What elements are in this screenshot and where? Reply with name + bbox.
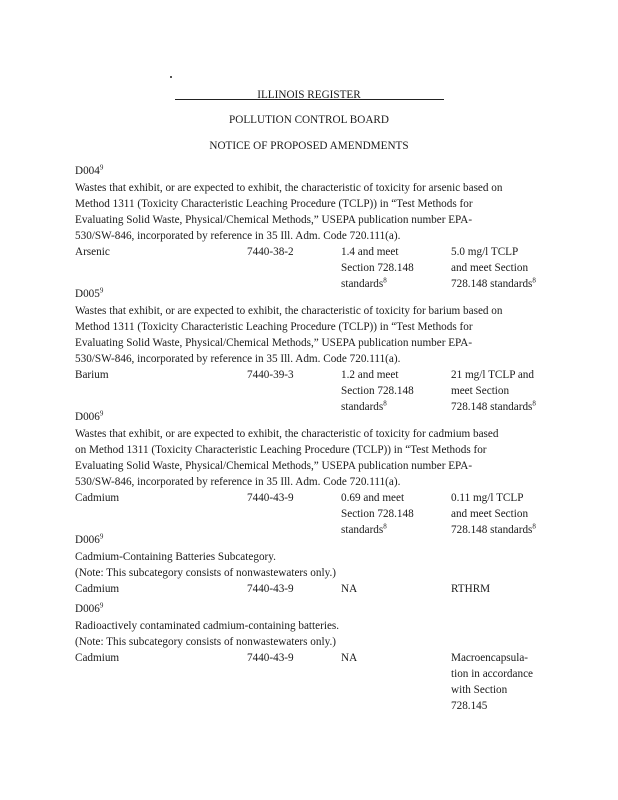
scan-speck [170, 76, 172, 78]
wastewater-standard [341, 506, 414, 522]
nonwastewater-standard [451, 650, 528, 666]
nonwastewater-standard [451, 244, 518, 260]
description-line: (Note: This subcategory consists of nonwastewaters only.) [75, 636, 336, 648]
description-line: Cadmium-Containing Batteries Subcategory. [75, 551, 276, 563]
footnote-marker: 9 [99, 409, 104, 418]
standards-row-line [75, 698, 555, 714]
footnote-marker: 8 [532, 522, 536, 531]
waste-code-number: D005 [75, 288, 100, 300]
cas-number: 7440-39-3 [247, 369, 294, 381]
standards-row-line [75, 244, 555, 260]
waste-code [75, 408, 555, 426]
nonwastewater-standard-text: 21 mg/l TCLP and [451, 369, 534, 381]
nonwastewater-standard-text: 5.0 mg/l TCLP [451, 246, 519, 258]
wastewater-standard [341, 490, 404, 506]
description-line: on Method 1311 (Toxicity Characteristic Leaching Procedure (TCLP)) in “Test Methods for [75, 444, 487, 456]
nonwastewater-standard-text: 728.145 [451, 700, 488, 712]
wastewater-standard [341, 650, 357, 666]
standards-row-line [75, 367, 555, 383]
description-line: Evaluating Solid Waste, Physical/Chemical Methods,” USEPA publication number EPA- [75, 337, 473, 349]
footnote-marker: 9 [99, 286, 104, 295]
nonwastewater-standard-text: tion in accordance [451, 668, 533, 680]
waste-code-number: D004 [75, 165, 100, 177]
waste-code-number: D006 [75, 603, 100, 615]
nonwastewater-standard [451, 698, 487, 714]
wastewater-standard-text: 1.4 and meet [341, 246, 399, 258]
constituent-name: Cadmium [75, 583, 120, 595]
nonwastewater-standard [451, 682, 507, 698]
footnote-marker: 8 [532, 276, 536, 285]
nonwastewater-standard-text: with Section [451, 684, 508, 696]
wastewater-standard-text: standards [341, 401, 384, 413]
description-line: Radioactively contaminated cadmium-containing batteries. [75, 620, 340, 632]
nonwastewater-standard-text: meet Section [451, 385, 510, 397]
nonwastewater-standard [451, 506, 528, 522]
waste-code-block [75, 600, 555, 714]
wastewater-standard-text: Section 728.148 [341, 385, 414, 397]
nonwastewater-standard [451, 367, 534, 383]
description-line: Wastes that exhibit, or are expected to exhibit, the characteristic of toxicity for cadmium based [75, 428, 499, 440]
standards-row-line [75, 666, 555, 682]
wastewater-standard-text: NA [341, 652, 358, 664]
board-title: POLLUTION CONTROL BOARD [229, 114, 389, 126]
constituent-name: Cadmium [75, 492, 120, 504]
standards-row-line [75, 383, 555, 399]
description-line: Evaluating Solid Waste, Physical/Chemical Methods,” USEPA publication number EPA- [75, 214, 473, 226]
wastewater-standard-text: NA [341, 583, 358, 595]
wastewater-standard-text: standards [341, 278, 384, 290]
constituent-name: Barium [75, 369, 109, 381]
wastewater-standard [341, 244, 398, 260]
wastewater-standard [341, 581, 357, 597]
header-rule [175, 99, 444, 100]
description-line: 530/SW-846, incorporated by reference in 35 Ill. Adm. Code 720.111(a). [75, 353, 401, 365]
constituent-name: Cadmium [75, 652, 120, 664]
nonwastewater-standard [451, 260, 528, 276]
description-line: 530/SW-846, incorporated by reference in 35 Ill. Adm. Code 720.111(a). [75, 230, 401, 242]
description-line: Evaluating Solid Waste, Physical/Chemical Methods,” USEPA publication number EPA- [75, 460, 473, 472]
footnote-marker: 8 [532, 399, 536, 408]
footnote-marker: 9 [99, 163, 104, 172]
waste-code-block [75, 531, 555, 597]
waste-code-block [75, 408, 555, 541]
footnote-marker: 8 [383, 399, 387, 408]
standards-row-line [75, 650, 555, 666]
cas-number: 7440-43-9 [247, 492, 294, 504]
nonwastewater-standard-text: and meet Section [451, 508, 529, 520]
wastewater-standard-text: standards [341, 524, 384, 536]
cas-number: 7440-43-9 [247, 652, 294, 664]
footnote-marker: 9 [99, 532, 104, 541]
nonwastewater-standard-text: RTHRM [451, 583, 491, 595]
waste-code [75, 162, 555, 180]
footnote-marker: 9 [99, 601, 104, 610]
constituent-name: Arsenic [75, 246, 110, 258]
cas-number: 7440-38-2 [247, 246, 294, 258]
description-line: Method 1311 (Toxicity Characteristic Leaching Procedure (TCLP)) in “Test Methods for [75, 321, 473, 333]
wastewater-standard [341, 260, 414, 276]
nonwastewater-standard [451, 666, 533, 682]
standards-row-line [75, 506, 555, 522]
description-line: (Note: This subcategory consists of nonwastewaters only.) [75, 567, 336, 579]
description-line: Wastes that exhibit, or are expected to exhibit, the characteristic of toxicity for barium based on [75, 305, 503, 317]
waste-code [75, 285, 555, 303]
cas-number: 7440-43-9 [247, 583, 294, 595]
standards-row-line [75, 682, 555, 698]
standards-row-line [75, 490, 555, 506]
waste-code-number: D006 [75, 411, 100, 423]
description-line: Wastes that exhibit, or are expected to exhibit, the characteristic of toxicity for arsenic based on [75, 182, 503, 194]
nonwastewater-standard-text: 0.11 mg/l TCLP [451, 492, 524, 504]
nonwastewater-standard [451, 490, 523, 506]
nonwastewater-standard-text: 728.148 standards [451, 524, 533, 536]
nonwastewater-standard-text: and meet Section [451, 262, 529, 274]
wastewater-standard-text: Section 728.148 [341, 508, 414, 520]
wastewater-standard [341, 367, 398, 383]
waste-code-number: D006 [75, 534, 100, 546]
standards-row-line [75, 581, 555, 597]
footnote-marker: 8 [383, 276, 387, 285]
footnote-marker: 8 [383, 522, 387, 531]
notice-title: NOTICE OF PROPOSED AMENDMENTS [209, 140, 409, 152]
waste-code [75, 531, 555, 549]
wastewater-standard-text: 1.2 and meet [341, 369, 399, 381]
nonwastewater-standard [451, 383, 509, 399]
standards-row-line [75, 260, 555, 276]
wastewater-standard-text: Section 728.148 [341, 262, 414, 274]
nonwastewater-standard-text: 728.148 standards [451, 401, 533, 413]
wastewater-standard-text: 0.69 and meet [341, 492, 405, 504]
nonwastewater-standard-text: Macroencapsula- [451, 652, 529, 664]
wastewater-standard [341, 383, 414, 399]
description-line: Method 1311 (Toxicity Characteristic Leaching Procedure (TCLP)) in “Test Methods for [75, 198, 473, 210]
nonwastewater-standard-text: 728.148 standards [451, 278, 533, 290]
register-title: ILLINOIS REGISTER [257, 89, 361, 101]
description-line: 530/SW-846, incorporated by reference in 35 Ill. Adm. Code 720.111(a). [75, 476, 401, 488]
waste-code [75, 600, 555, 618]
nonwastewater-standard [451, 581, 490, 597]
